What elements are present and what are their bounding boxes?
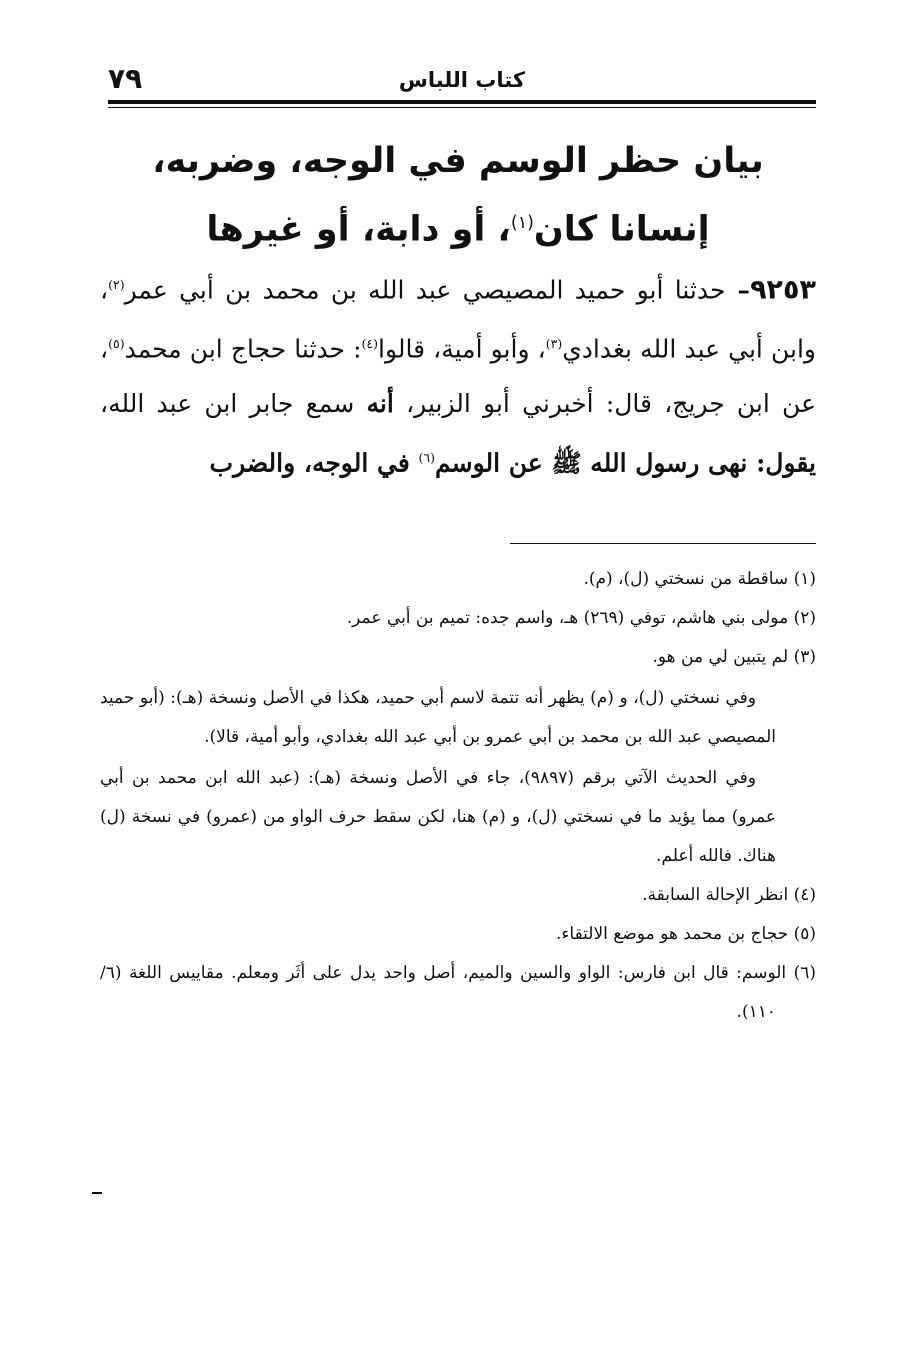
footnote-ref-1: (١) <box>510 213 534 233</box>
footnote-4: (٤) انظر الإحالة السابقة. <box>642 885 816 905</box>
hadith-bold-segment: يقول: نهى رسول الله ﷺ عن الوسم <box>434 447 816 477</box>
footnote-ref-5: (٥) <box>108 336 125 352</box>
hadith-segment: حدثنا أبو حميد المصيصي عبد الله بن محمد بن أبي عمر <box>124 275 726 305</box>
chapter-title-part2: ، أو دابة، أو غيرها <box>206 209 511 250</box>
footnote-separator <box>510 543 816 544</box>
footnote-3-paragraph-2: وفي الحديث الآتي برقم (٩٨٩٧)، جاء في الأصل ونسخة (هـ): (عبد الله ابن محمد بن أبي عمرو) مما يؤيد ما في نسختي (ل)، و (م) هنا، لكن سقط حرف الواو من (عمرو) في نسخة (ل) هناك. فالله أعلم. <box>100 768 776 866</box>
chapter-title-part1: بيان حظر الوسم في الوجه، وضربه، إنسانا كان <box>152 141 764 250</box>
print-mark <box>92 1192 102 1194</box>
footnote-5: (٥) حجاج بن محمد هو موضع الالتقاء. <box>556 924 816 944</box>
footnotes <box>100 560 816 1032</box>
hadith-bold-segment: أنه <box>366 388 394 418</box>
hadith-segment: ، وابن أبي عبد الله بغدادي <box>100 275 816 364</box>
header-rule-thick <box>108 100 816 104</box>
footnote-3-paragraph-1: وفي نسختي (ل)، و (م) يظهر أنه تتمة لاسم أبي حميد، هكذا في الأصل ونسخة (هـ): (أبو حميد المصيصي عبد الله بن محمد بن أبي عمرو بن أبي عبد الله بغدادي، وأبو أمية، قالا). <box>100 688 776 747</box>
footnote-3: (٣) لم يتبين لي من هو. <box>652 647 816 667</box>
footnote-ref-2: (٢) <box>108 277 125 292</box>
hadith-number: ٩٢٥٣ <box>750 274 816 306</box>
footnote-ref-6: (٦) <box>418 449 435 465</box>
hadith-segment: ، وأبو أمية، قالوا <box>378 334 546 364</box>
page-number: ٧٩ <box>108 62 143 95</box>
page-header <box>108 60 816 98</box>
footnote-6: (٦) الوسم: قال ابن فارس: الواو والسين والميم، أصل واحد يدل على أثَر ومعلم. مقاييس اللغة (٦/ ١١٠). <box>100 963 816 1022</box>
footnote-ref-4: (٤) <box>361 336 379 352</box>
footnote-2: (٢) مولى بني هاشم، توفي (٢٦٩) هـ، واسم جده: تميم بن أبي عمر. <box>346 608 816 628</box>
header-rule-thin <box>108 107 816 108</box>
hadith-segment: سمع جابر ابن عبد الله، <box>100 388 367 418</box>
footnote-1: (١) ساقطة من نسختي (ل)، (م). <box>583 569 816 589</box>
chapter-title <box>100 130 816 261</box>
hadith-bold-segment: في الوجه، والضرب <box>209 447 419 477</box>
hadith-dash: – <box>725 275 751 305</box>
hadith-text <box>100 258 816 490</box>
running-title: كتاب اللباس <box>398 68 526 92</box>
hadith-segment: : حدثنا حجاج ابن محمد <box>124 334 362 364</box>
footnote-ref-3: (٣) <box>545 336 563 352</box>
hadith-segment: ، عن ابن جريج، قال: أخبرني أبو الزبير، <box>100 334 816 418</box>
